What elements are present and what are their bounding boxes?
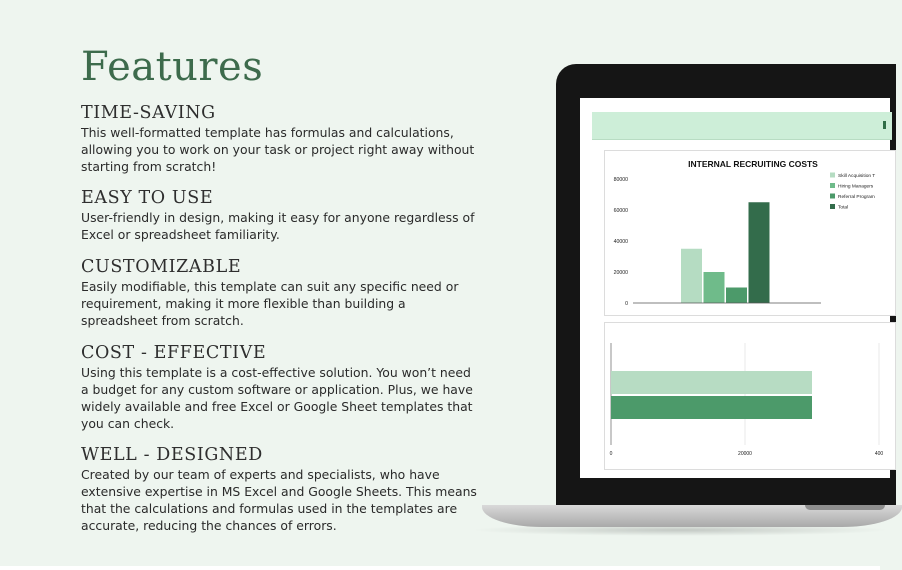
x-tick-label: 20000 [738, 451, 752, 457]
x-tick-label: 0 [609, 451, 613, 457]
feature-text: Easily modifiable, this template can suit any specific need or requirement, making it more flexible than building a spreadsheet from scratch. [81, 279, 459, 328]
horizontal-bar-chart [604, 322, 896, 470]
header-mark [883, 121, 886, 129]
feature-heading: CUSTOMIZABLE [81, 257, 242, 277]
feature-cost-effective [81, 342, 481, 432]
legend-label: Hiring Managers [838, 184, 874, 190]
feature-text: This well-formatted template has formulas and calculations, allowing you to work on your task or project right away without starting from scratch! [81, 125, 475, 174]
features-header [81, 42, 481, 92]
chart-title: INTERNAL RECRUITING COSTS [688, 159, 818, 169]
feature-customizable [81, 256, 481, 329]
y-tick-label: 20000 [613, 270, 628, 276]
feature-text: Using this template is a cost-effective solution. You won’t need a budget for any custom software or application. Plus, we have widely available and free Excel or Google Sheet templates that you can check. [81, 365, 473, 431]
y-tick-label: 0 [625, 301, 628, 307]
y-tick-label: 80000 [613, 177, 628, 183]
laptop-notch [805, 505, 885, 510]
feature-heading: COST - EFFECTIVE [81, 343, 267, 363]
legend-swatch [830, 173, 835, 178]
page-title: Features [81, 44, 264, 90]
bar [726, 288, 747, 304]
y-tick-label: 60000 [613, 208, 628, 214]
y-tick-label: 40000 [613, 239, 628, 245]
legend-label: Total [838, 205, 849, 211]
bar [749, 202, 770, 303]
bar-chart-svg [605, 151, 895, 315]
feature-easy-to-use [81, 187, 481, 243]
feature-text: User-friendly in design, making it easy for anyone regardless of Excel or spreadsheet familiarity. [81, 210, 475, 242]
bottom-strip [0, 566, 880, 570]
bar [704, 272, 725, 303]
hbar [611, 371, 812, 394]
feature-time-saving [81, 102, 481, 175]
legend-label: Skill Acquisition T [838, 174, 876, 179]
hbar [611, 396, 812, 419]
legend-swatch [830, 204, 835, 209]
sheet-header-bar [592, 112, 892, 140]
legend-label: Referral Program [838, 195, 875, 200]
x-tick-label: 400 [874, 451, 884, 457]
recruiting-costs-chart [604, 150, 896, 316]
laptop-screen [580, 98, 890, 478]
legend-swatch [830, 183, 835, 188]
feature-heading: TIME-SAVING [81, 103, 216, 123]
feature-heading: WELL - DESIGNED [81, 445, 263, 465]
bar [681, 249, 702, 303]
feature-well-designed [81, 444, 481, 534]
feature-heading: EASY TO USE [81, 188, 214, 208]
legend-swatch [830, 194, 835, 199]
feature-text: Created by our team of experts and specialists, who have extensive expertise in MS Excel and Google Sheets. This means that the calculations and formulas used in the templates are accurate, reducing the chances of errors. [81, 467, 477, 533]
hbar-chart-svg [605, 323, 895, 469]
